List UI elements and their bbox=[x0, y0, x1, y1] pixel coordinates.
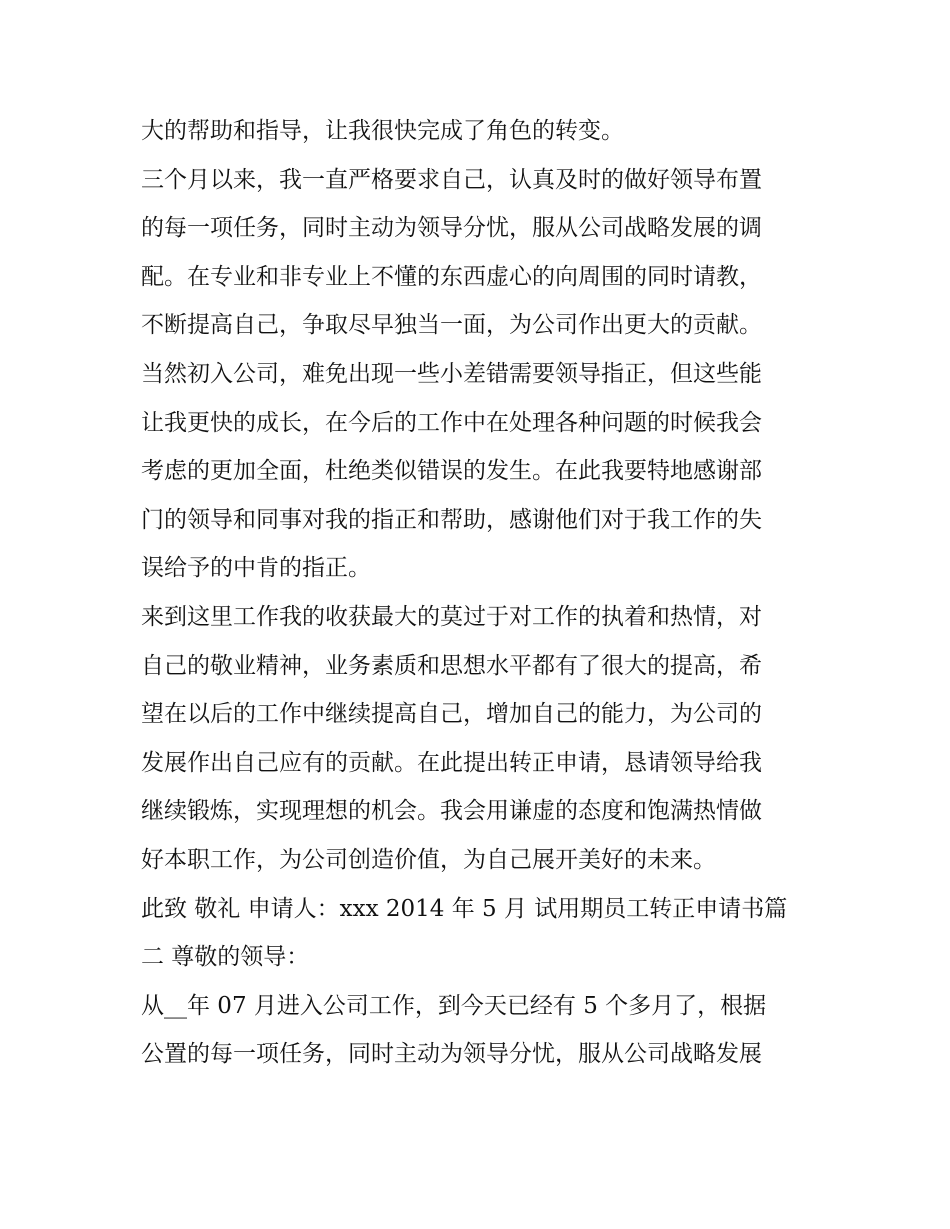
text-line: 发展作出自己应有的贡献。在此提出转正申请，恳请领导给我 bbox=[141, 749, 762, 776]
text-line: 误给予的中肯的指正。 bbox=[141, 555, 371, 582]
text-line: 三个月以来，我一直严格要求自己，认真及时的做好领导布置 bbox=[141, 166, 762, 193]
text-line: 大的帮助和指导，让我很快完成了角色的转变。 bbox=[141, 118, 624, 144]
text-line: 望在以后的工作中继续提高自己，增加自己的能力，为公司的 bbox=[141, 701, 762, 728]
text-line: 门的领导和同事对我的指正和帮助，感谢他们对于我工作的失 bbox=[141, 506, 762, 533]
text-line: 好本职工作，为公司创造价值，为自己展开美好的未来。 bbox=[141, 846, 716, 873]
text-line: 当然初入公司，难免出现一些小差错需要领导指正，但这些能 bbox=[141, 360, 762, 387]
text-line: 考虑的更加全面，杜绝类似错误的发生。在此我要特地感谢部 bbox=[141, 458, 762, 485]
text-line: 二 尊敬的领导： bbox=[141, 944, 310, 971]
text-line: 公置的每一项任务，同时主动为领导分忧，服从公司战略发展 bbox=[141, 1041, 762, 1068]
text-line: 继续锻炼，实现理想的机会。我会用谦虚的态度和饱满热情做 bbox=[141, 798, 762, 825]
text-line: 从__年 07 月进入公司工作，到今天已经有 5 个多月了，根据 bbox=[141, 992, 767, 1019]
document-body bbox=[141, 107, 821, 1079]
text-line: 让我更快的成长，在今后的工作中在处理各种问题的时候我会 bbox=[141, 409, 762, 436]
text-line: 自己的敬业精神，业务素质和思想水平都有了很大的提高，希 bbox=[141, 652, 762, 679]
text-line: 来到这里工作我的收获最大的莫过于对工作的执着和热情，对 bbox=[141, 603, 762, 630]
text-line: 不断提高自己，争取尽早独当一面，为公司作出更大的贡献。 bbox=[141, 312, 762, 339]
text-line: 此致 敬礼 申请人：xxx 2014 年 5 月 试用期员工转正申请书篇 bbox=[141, 895, 788, 922]
text-line: 的每一项任务，同时主动为领导分忧，服从公司战略发展的调 bbox=[141, 215, 762, 242]
text-line: 配。在专业和非专业上不懂的东西虚心的向周围的同时请教， bbox=[141, 263, 762, 290]
